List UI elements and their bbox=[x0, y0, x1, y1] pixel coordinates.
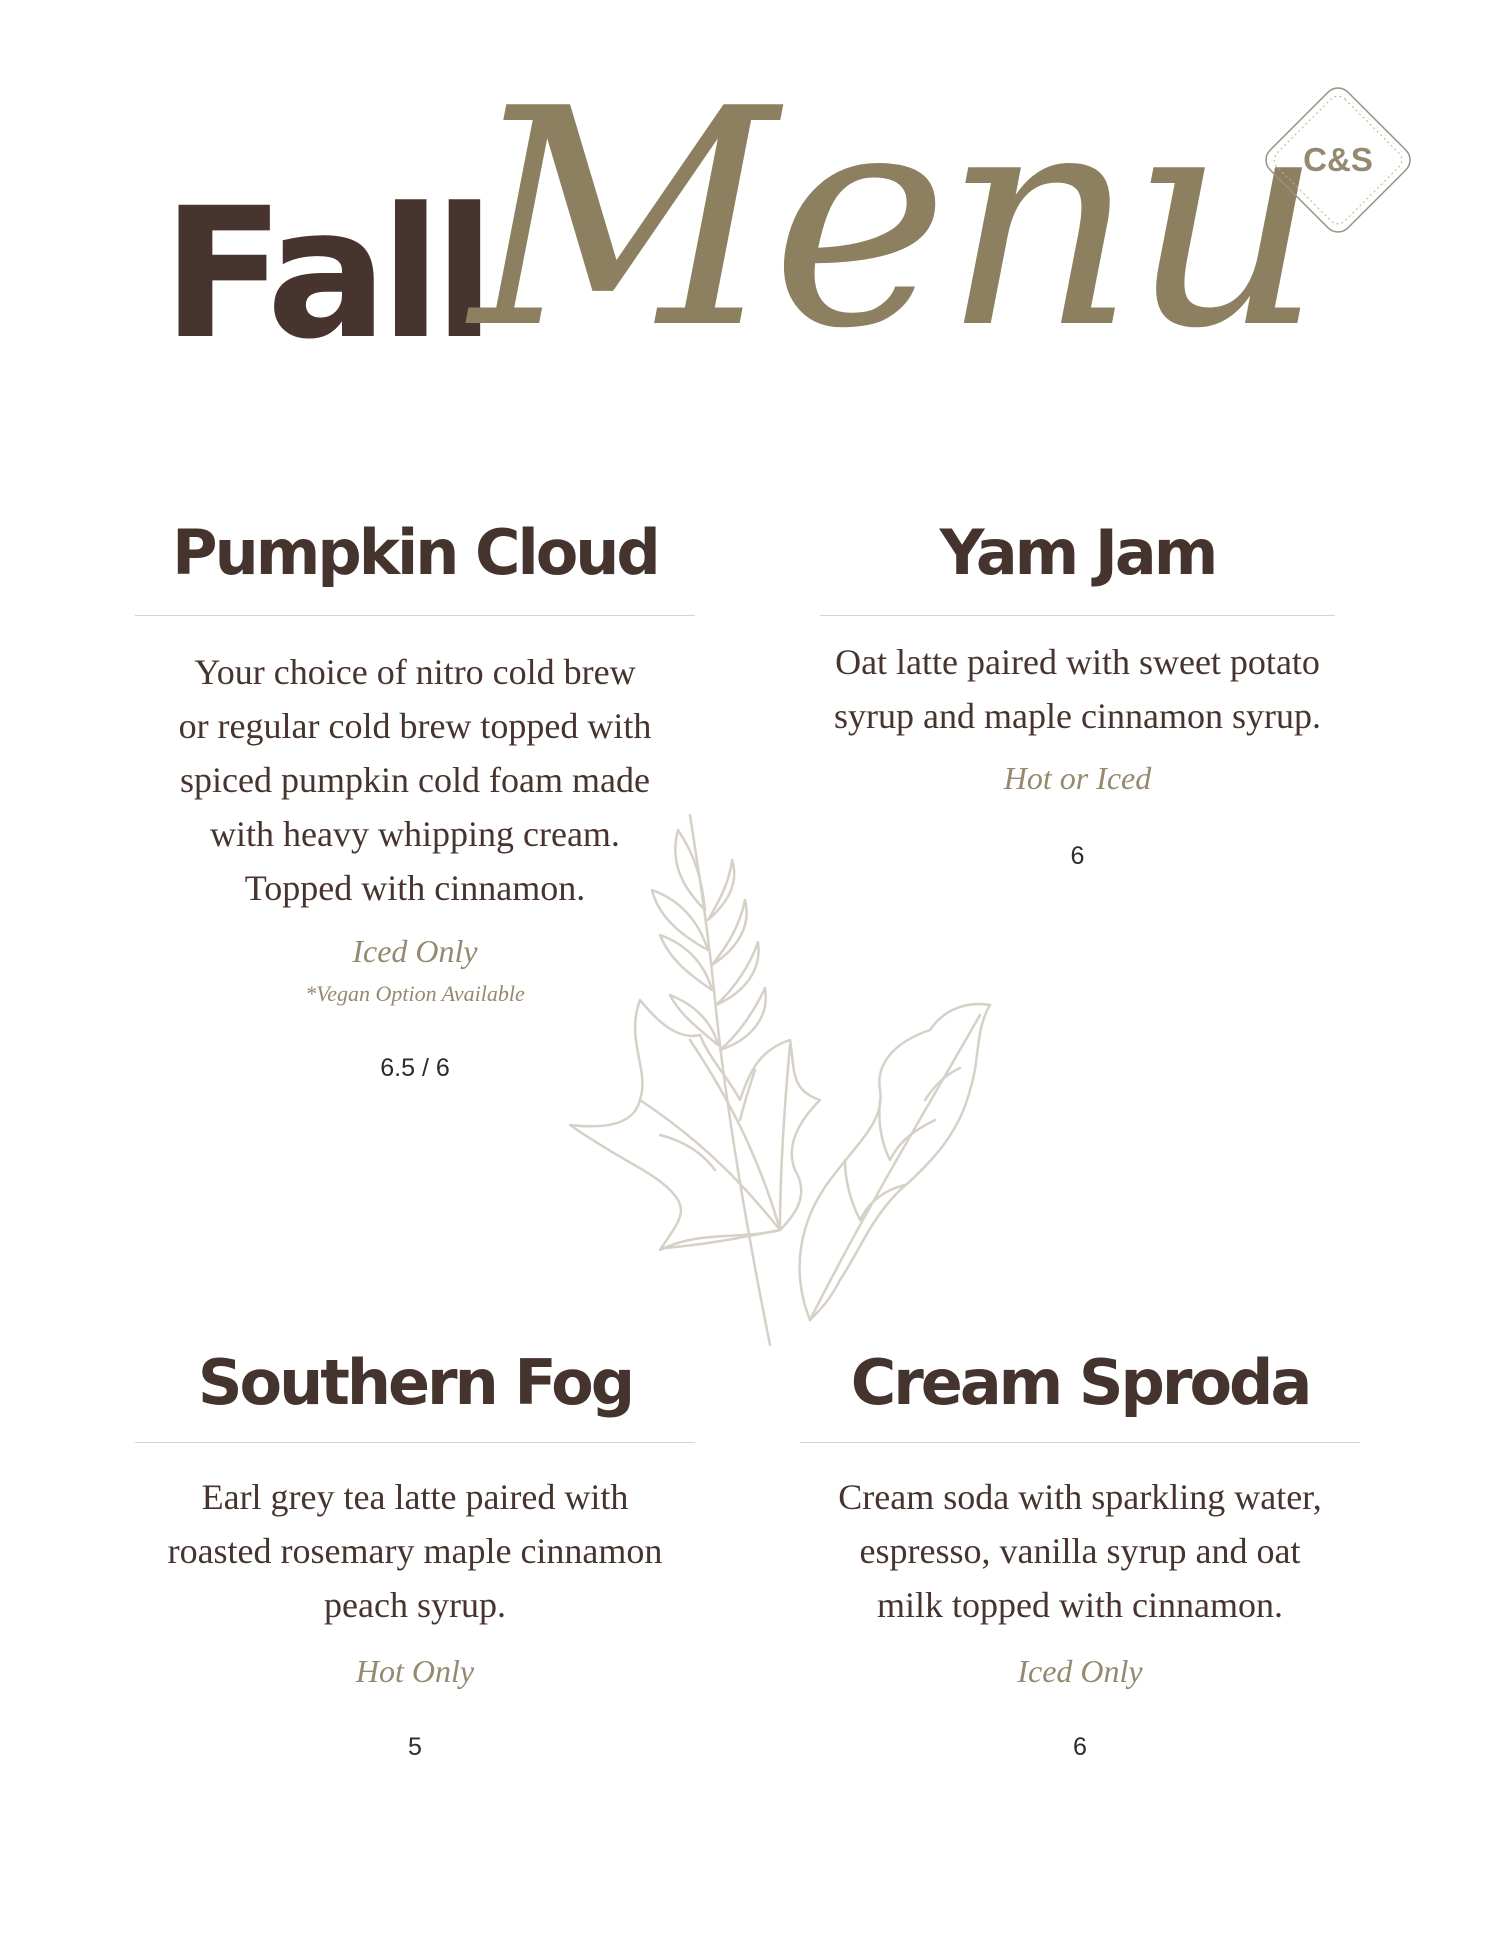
desc-line: roasted rosemary maple cinnamon bbox=[167, 1531, 663, 1571]
item-description bbox=[115, 1470, 715, 1632]
item-temp: Iced Only bbox=[1017, 1653, 1143, 1689]
item-temp-wrap bbox=[800, 1655, 1360, 1687]
item-price-wrap bbox=[820, 844, 1335, 869]
divider bbox=[800, 1442, 1360, 1443]
item-description bbox=[795, 635, 1360, 743]
vegan-note: *Vegan Option Available bbox=[305, 981, 525, 1006]
item-temp: Hot or Iced bbox=[1003, 760, 1152, 796]
desc-line: Oat latte paired with sweet potato bbox=[835, 642, 1320, 682]
item-price-wrap bbox=[135, 1056, 695, 1081]
item-name: Southern Fog bbox=[197, 1346, 633, 1419]
cs-logo bbox=[1243, 65, 1433, 255]
item-price: 6 bbox=[1073, 1733, 1087, 1761]
item-name: Pumpkin Cloud bbox=[172, 516, 658, 589]
desc-line: espresso, vanilla syrup and oat bbox=[859, 1531, 1301, 1571]
item-price-wrap bbox=[800, 1735, 1360, 1760]
desc-line: Earl grey tea latte paired with bbox=[201, 1477, 629, 1517]
item-note-wrap bbox=[135, 983, 695, 1005]
desc-line: Topped with cinnamon. bbox=[244, 868, 586, 908]
item-price: 5 bbox=[408, 1733, 422, 1761]
divider bbox=[820, 615, 1335, 616]
desc-line: Cream soda with sparkling water, bbox=[838, 1477, 1322, 1517]
item-name: Cream Sproda bbox=[850, 1346, 1310, 1419]
item-description bbox=[135, 645, 695, 915]
menu-item-cream-sproda bbox=[800, 1346, 1360, 1419]
item-description bbox=[790, 1470, 1370, 1632]
desc-line: peach syrup. bbox=[324, 1585, 506, 1625]
menu-item-pumpkin-cloud bbox=[135, 516, 695, 589]
logo-text: C&S bbox=[1303, 141, 1373, 178]
desc-line: spiced pumpkin cold foam made bbox=[180, 760, 650, 800]
desc-line: Your choice of nitro cold brew bbox=[194, 652, 636, 692]
item-temp: Hot Only bbox=[355, 1653, 475, 1689]
divider bbox=[135, 1442, 695, 1443]
item-temp: Iced Only bbox=[352, 933, 478, 969]
item-temp-wrap bbox=[135, 1655, 695, 1687]
desc-line: milk topped with cinnamon. bbox=[877, 1585, 1283, 1625]
item-name: Yam Jam bbox=[939, 516, 1216, 589]
item-price: 6.5 / 6 bbox=[380, 1054, 450, 1082]
desc-line: with heavy whipping cream. bbox=[210, 814, 620, 854]
item-temp-wrap bbox=[135, 935, 695, 967]
menu-item-southern-fog bbox=[135, 1346, 695, 1419]
title-menu-script: Menu bbox=[470, 45, 1318, 394]
divider bbox=[135, 615, 695, 616]
menu-item-yam-jam bbox=[820, 516, 1335, 589]
item-price-wrap bbox=[135, 1735, 695, 1760]
desc-line: syrup and maple cinnamon syrup. bbox=[834, 696, 1321, 736]
item-price: 6 bbox=[1070, 842, 1085, 870]
desc-line: or regular cold brew topped with bbox=[178, 706, 652, 746]
item-temp-wrap bbox=[820, 762, 1335, 794]
title-fall: Fall bbox=[162, 170, 488, 379]
